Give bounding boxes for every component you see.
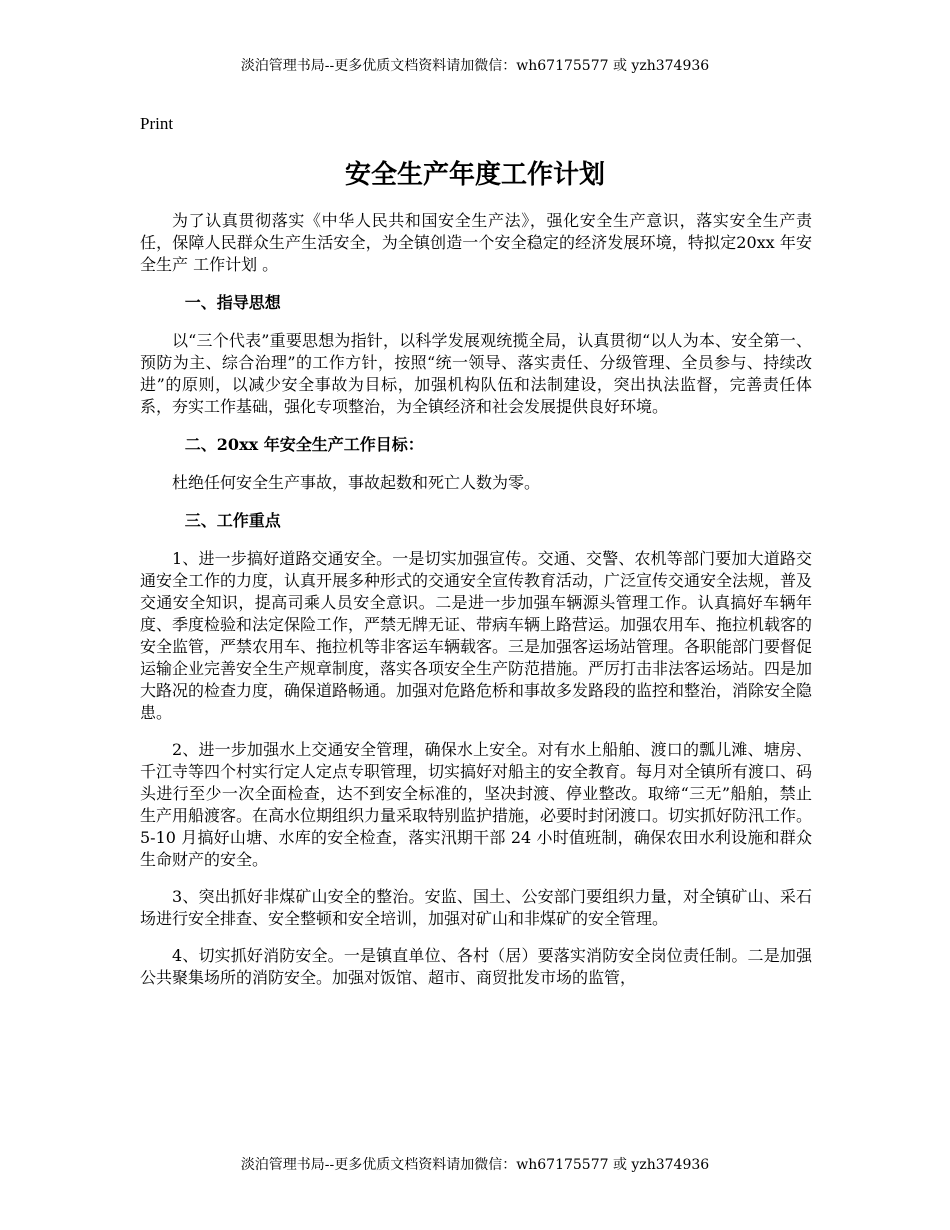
section-heading-goals: 二、20xx 年安全生产工作目标： [184, 435, 424, 454]
page-footer: 淡泊管理书局--更多优质文档资料请加微信：wh67175577 或 yzh374936 [240, 1157, 710, 1173]
guiding-ideology-paragraph: 以“三个代表”重要思想为指针，以科学发展观统揽全局，认真贯彻“以人为本、安全第一、预防为主、综合治理”的工作方针，按照“统一领导、落实责任、分级管理、全员参与、持续改进”的原则，以减少安全事故为目标，加强机构队伍和法制建设，突出执法监督，完善责任体系，夯实工作基础，强化专项整治，为全镇经济和社会发展提供良好环境。 [140, 331, 812, 416]
key-work-road-traffic: 1、进一步搞好道路交通安全。一是切实加强宣传。交通、交警、农机等部门要加大道路交通安全工作的力度，认真开展多种形式的交通安全宣传教育活动，广泛宣传交通安全法规，普及交通安全知识，提高司乘人员安全意识。二是进一步加强车辆源头管理工作。认真搞好车辆年度、季度检验和法定保险工作，严禁无牌无证、带病车辆上路营运。加强农用车、拖拉机载客的安全监管，严禁农用车、拖拉机等非客运车辆载客。三是加强客运场站管理。各职能部门要督促运输企业完善安全生产规章制度，落实各项安全生产防范措施。严厉打击非法客运场站。四是加大路况的检查力度，确保道路畅通。加强对危路危桥和事故多发路段的监控和整治，消除安全隐患。 [140, 549, 813, 722]
page-header: 淡泊管理书局--更多优质文档资料请加微信：wh67175577 或 yzh374936 [240, 58, 710, 74]
goals-paragraph: 杜绝任何安全生产事故，事故起数和死亡人数为零。 [172, 473, 541, 492]
section-heading-key-work: 三、工作重点 [184, 511, 281, 530]
document-body [140, 210, 812, 989]
key-work-water-traffic: 2、进一步加强水上交通安全管理，确保水上安全。对有水上船舶、渡口的瓢儿滩、塘房、千江寺等四个村实行定人定点专职管理，切实搞好对船主的安全教育。每月对全镇所有渡口、码头进行至少一次全面检查，达不到安全标准的，坚决封渡、停业整改。取缔“三无”船舶，禁止生产用船渡客。在高水位期组织力量采取特别监护措施，必要时封闭渡口。切实抓好防汛工作。5-10 月搞好山塘、水库的安全检查，落实汛期干部 24 小时值班制，确保农田水利设施和群众生命财产的安全。 [140, 740, 813, 869]
intro-paragraph: 为了认真贯彻落实《中华人民共和国安全生产法》，强化安全生产意识，落实安全生产责任，保障人民群众生产生活安全，为全镇创造一个安全稳定的经济发展环境，特拟定20xx 年安全生产 工作计划 。 [140, 211, 812, 274]
key-work-non-coal-mines: 3、突出抓好非煤矿山安全的整治。安监、国土、公安部门要组织力量，对全镇矿山、采石场进行安全排查、安全整顿和安全培训，加强对矿山和非煤矿的安全管理。 [140, 887, 812, 928]
document-title: 安全生产年度工作计划 [344, 160, 605, 190]
key-work-fire-safety: 4、切实抓好消防安全。一是镇直单位、各村（居）要落实消防安全岗位责任制。二是加强公共聚集场所的消防安全。加强对饭馆、超市、商贸批发市场的监管， [140, 946, 812, 987]
section-heading-guiding-ideology: 一、指导思想 [184, 293, 281, 312]
print-label: Print [140, 114, 174, 133]
